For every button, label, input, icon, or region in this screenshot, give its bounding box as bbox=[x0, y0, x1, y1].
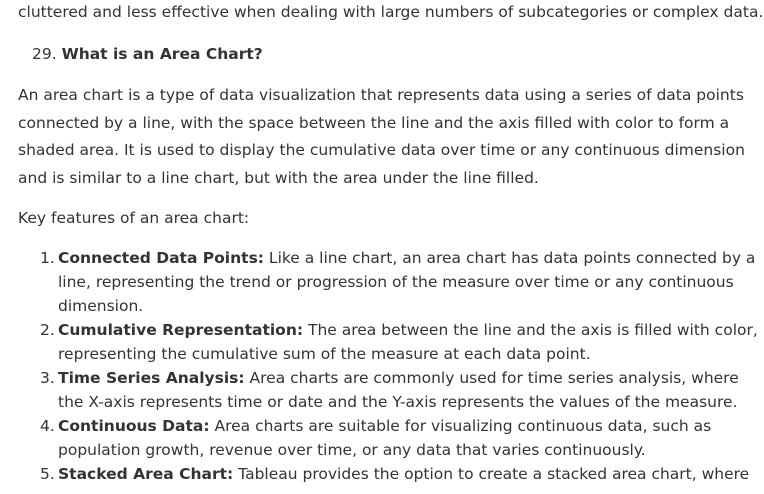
list-item bbox=[40, 246, 760, 318]
list-item-number: 3. bbox=[40, 369, 55, 387]
question-heading bbox=[32, 42, 760, 66]
list-item-text: Tableau provides the option to create a stacked area chart, where bbox=[233, 465, 750, 483]
features-intro: Key features of an area chart: bbox=[18, 209, 250, 227]
article-body bbox=[18, 0, 764, 486]
list-item-number: 2. bbox=[40, 321, 55, 339]
list-item-term: Time Series Analysis: bbox=[58, 369, 245, 387]
list-item bbox=[40, 462, 760, 486]
list-item-number: 1. bbox=[40, 249, 55, 267]
features-list bbox=[18, 246, 760, 486]
list-item-text: Area charts are suitable for visualizing continuous data, such as population growth, revenue over time, or any data that varies continuously. bbox=[58, 417, 712, 459]
list-item-text: The area between the line and the axis is filled with color, representing the cumulative sum of the measure at each data point. bbox=[58, 321, 758, 363]
list-item-text: Area charts are commonly used for time series analysis, where the X-axis represents time or date and the Y-axis represents the values of the measure. bbox=[58, 369, 739, 411]
list-item bbox=[40, 414, 760, 462]
question-title: What is an Area Chart? bbox=[61, 45, 263, 63]
list-item-number: 4. bbox=[40, 417, 55, 435]
definition-paragraph: An area chart is a type of data visualization that represents data using a series of data points connected by a line, with the space between the line and the axis filled with color to form a shaded area. It is used to display the cumulative data over time or any continuous dimension and is similar to a line chart, but with the area under the line filled. bbox=[18, 86, 745, 187]
list-item bbox=[40, 366, 760, 414]
list-item-term: Continuous Data: bbox=[58, 417, 210, 435]
list-item-term: Cumulative Representation: bbox=[58, 321, 304, 339]
list-item bbox=[40, 318, 760, 366]
list-item-number: 5. bbox=[40, 465, 55, 483]
list-item-text: Like a line chart, an area chart has data points connected by a line, representing the trend or progression of the measure over time or any continuous dimension. bbox=[58, 249, 756, 315]
question-number: 29. bbox=[32, 45, 57, 63]
intro-tail-text: cluttered and less effective when dealing with large numbers of subcategories or complex data. bbox=[18, 3, 764, 21]
list-item-term: Connected Data Points: bbox=[58, 249, 264, 267]
list-item-term: Stacked Area Chart: bbox=[58, 465, 234, 483]
